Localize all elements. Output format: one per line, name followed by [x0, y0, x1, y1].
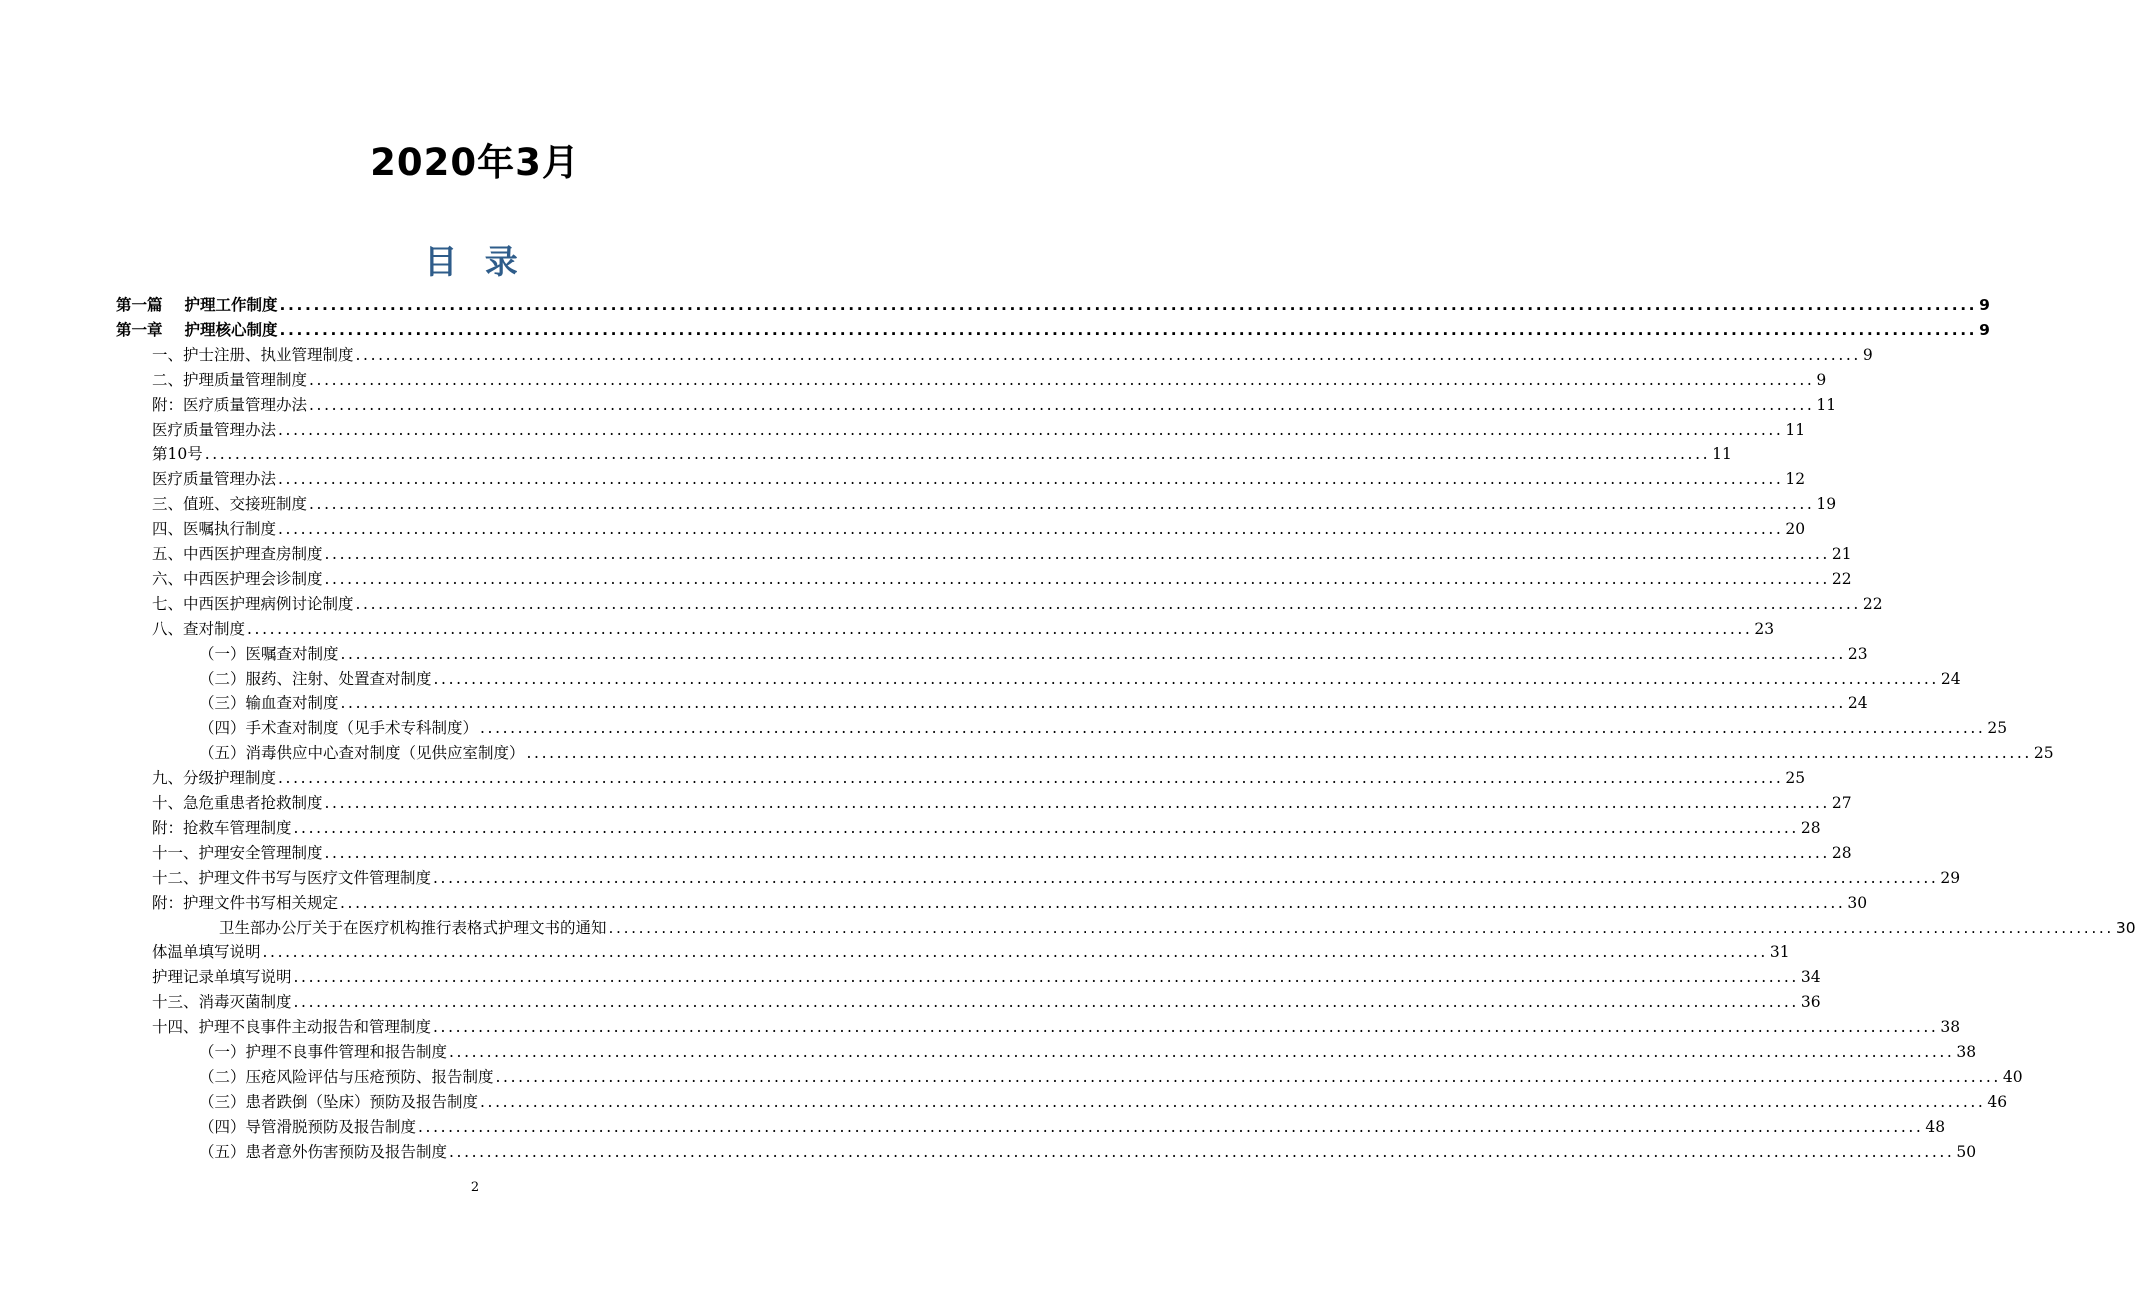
date-title: 2020年3月: [370, 141, 580, 184]
toc-leader-dots: ........................................................................................................................................................................................................: [309, 370, 1815, 389]
toc-entry[interactable]: [199, 741, 2054, 765]
toc-entry-page: 9: [1816, 370, 1827, 389]
toc-leader-dots: ........................................................................................................................................................................................................: [449, 1043, 1955, 1061]
toc-entry-page: 50: [1956, 1142, 1977, 1161]
toc-leader-dots: ........................................................................................................................................................................................................: [279, 320, 1978, 339]
toc-entry-page: 11: [1712, 445, 1732, 464]
toc-leader-dots: ........................................................................................................................................................................................................: [433, 868, 1939, 887]
toc-entry-page: 48: [1925, 1117, 1946, 1136]
toc-entry-title: （五）消毒供应中心查对制度（见供应室制度）: [199, 744, 525, 763]
toc-entry[interactable]: [152, 791, 1852, 815]
toc-leader-dots: ........................................................................................................................................................................................................: [433, 669, 1939, 688]
toc-entry[interactable]: [152, 542, 1852, 566]
toc-entry-page: 20: [1785, 520, 1806, 539]
toc-entry-title: 护理记录单填写说明: [152, 968, 292, 987]
toc-entry[interactable]: [152, 816, 1821, 840]
toc-entry-title: 十三、消毒灭菌制度: [152, 993, 292, 1012]
toc-leader-dots: ........................................................................................................................................................................................................: [608, 918, 2114, 937]
toc-entry-page: 28: [1831, 843, 1852, 862]
toc-entry-title: 四、医嘱执行制度: [152, 520, 277, 539]
toc-leader-dots: ........................................................................................................................................................................................................: [324, 569, 1830, 588]
toc-entry-title: （一）护理不良事件管理和报告制度: [199, 1043, 448, 1061]
toc-entry[interactable]: [199, 716, 2008, 740]
toc-entry[interactable]: [152, 492, 1837, 516]
toc-entry-title: 十二、护理文件书写与医疗文件管理制度: [152, 868, 432, 887]
toc-entry[interactable]: [152, 617, 1775, 641]
toc-entry[interactable]: [219, 916, 2136, 940]
toc-entry-page: 29: [1940, 868, 1961, 887]
toc-entry-title: 九、分级护理制度: [152, 769, 277, 788]
toc-entry-page: 21: [1831, 545, 1852, 563]
toc-leader-dots: ........................................................................................................................................................................................................: [355, 345, 1861, 364]
toc-entry-title: 二、护理质量管理制度: [152, 370, 308, 389]
toc-entry[interactable]: [152, 965, 1821, 989]
toc-entry-title: （二）服药、注射、处置查对制度: [199, 669, 432, 688]
toc-entry[interactable]: [116, 293, 1990, 317]
toc-entry-title: 十四、护理不良事件主动报告和管理制度: [152, 1018, 432, 1037]
toc-entry[interactable]: [152, 891, 1868, 915]
toc-entry-title: 八、查对制度: [152, 619, 246, 638]
toc-entry-page: 22: [1831, 569, 1852, 588]
toc-leader-dots: ........................................................................................................................................................................................................: [340, 893, 1846, 912]
toc-leader-dots: ........................................................................................................................................................................................................: [278, 420, 1784, 439]
toc-leader-dots: ........................................................................................................................................................................................................: [293, 818, 1799, 837]
toc-leader-dots: ........................................................................................................................................................................................................: [278, 520, 1784, 539]
toc-entry-title: （一）医嘱查对制度: [199, 644, 339, 663]
toc-entry-page: 38: [1956, 1043, 1977, 1061]
toc-entry-title: 第10号: [152, 445, 203, 464]
toc-leader-dots: ........................................................................................................................................................................................................: [340, 644, 1846, 663]
toc-entry[interactable]: [199, 1065, 2023, 1089]
toc-entry-page: 12: [1785, 470, 1806, 489]
toc-entry-title: 十、急危重患者抢救制度: [152, 794, 323, 812]
toc-entry[interactable]: [152, 517, 1806, 541]
toc-leader-dots: ........................................................................................................................................................................................................: [324, 843, 1830, 862]
toc-entry-page: 30: [2115, 918, 2136, 937]
toc-entry-page: 25: [1987, 719, 2008, 738]
toc-entry-title: 护理核心制度: [184, 320, 278, 339]
toc-entry-page: 24: [1940, 669, 1961, 688]
toc-leader-dots: ........................................................................................................................................................................................................: [278, 470, 1784, 489]
toc-entry-page: 25: [2033, 744, 2054, 763]
toc-leader-dots: ........................................................................................................................................................................................................: [355, 594, 1861, 613]
toc-entry-title: （三）患者跌倒（坠床）预防及报告制度: [199, 1092, 479, 1111]
toc-entry[interactable]: [152, 990, 1821, 1014]
toc-entry-title: 卫生部办公厅关于在医疗机构推行表格式护理文书的通知: [219, 918, 607, 937]
toc-entry-page: 46: [1987, 1092, 2008, 1111]
toc-entry-title: 七、中西医护理病例讨论制度: [152, 594, 354, 613]
toc-entry-page: 38: [1940, 1018, 1961, 1037]
toc-entry[interactable]: [116, 318, 1990, 342]
toc-entry[interactable]: [199, 1040, 1977, 1064]
toc-entry-title: （三）输血查对制度: [199, 694, 339, 713]
toc-leader-dots: ........................................................................................................................................................................................................: [293, 993, 1799, 1012]
toc-entry-title: 十一、护理安全管理制度: [152, 843, 323, 862]
page-number: 2: [470, 1180, 480, 1195]
toc-entry[interactable]: [199, 691, 1868, 715]
toc-entry-title: 附：抢救车管理制度: [152, 818, 292, 837]
toc-leader-dots: ........................................................................................................................................................................................................: [340, 694, 1846, 713]
toc-entry[interactable]: [152, 418, 1806, 442]
toc-entry-title: （二）压疮风险评估与压疮预防、报告制度: [199, 1067, 494, 1086]
toc-entry-page: 9: [1979, 320, 1990, 339]
toc-entry-title: 一、护士注册、执业管理制度: [152, 345, 354, 364]
toc-entry-title: 医疗质量管理办法: [152, 420, 277, 439]
toc-entry-part: 第一章: [116, 320, 163, 339]
toc-entry-page: 9: [1979, 296, 1990, 314]
toc-entry[interactable]: [199, 1090, 2008, 1114]
toc-entry-title: 五、中西医护理查房制度: [152, 545, 323, 563]
toc-leader-dots: ........................................................................................................................................................................................................: [204, 445, 1711, 464]
toc-entry[interactable]: [152, 442, 1732, 466]
toc-entry[interactable]: [152, 866, 1961, 890]
toc-entry-title: 护理工作制度: [184, 296, 278, 314]
toc-leader-dots: ........................................................................................................................................................................................................: [247, 619, 1753, 638]
toc-leader-dots: ........................................................................................................................................................................................................: [433, 1018, 1939, 1037]
toc-entry-page: 23: [1754, 619, 1775, 638]
toc-entry-part: 第一篇: [116, 296, 163, 314]
toc-leader-dots: ........................................................................................................................................................................................................: [418, 1117, 1924, 1136]
toc-entry[interactable]: [152, 343, 1873, 367]
toc-leader-dots: ........................................................................................................................................................................................................: [480, 719, 1986, 738]
toc-leader-dots: ........................................................................................................................................................................................................: [449, 1142, 1955, 1161]
toc-entry[interactable]: [199, 667, 1961, 691]
toc-entry-page: 31: [1769, 943, 1790, 962]
toc-entry-page: 22: [1862, 594, 1883, 613]
toc-entry-page: 34: [1800, 968, 1821, 987]
toc-entry[interactable]: [152, 1015, 1961, 1039]
toc-entry[interactable]: [152, 940, 1790, 964]
toc-entry[interactable]: [152, 592, 1883, 616]
toc-leader-dots: ........................................................................................................................................................................................................: [309, 495, 1815, 514]
toc-leader-dots: ........................................................................................................................................................................................................: [309, 395, 1815, 414]
toc-entry-page: 36: [1800, 993, 1821, 1012]
toc-entry-page: 11: [1785, 420, 1806, 439]
toc-entry-page: 23: [1847, 644, 1868, 663]
toc-entry[interactable]: [152, 567, 1852, 591]
toc-entry-title: 医疗质量管理办法: [152, 470, 277, 489]
toc-entry-title: （四）导管滑脱预防及报告制度: [199, 1117, 417, 1136]
toc-leader-dots: ........................................................................................................................................................................................................: [495, 1067, 2001, 1086]
toc-entry-title: 附：护理文件书写相关规定: [152, 893, 339, 912]
toc-entry-title: 六、中西医护理会诊制度: [152, 569, 323, 588]
toc-entry-title: 附：医疗质量管理办法: [152, 395, 308, 414]
toc-entry-page: 40: [2002, 1067, 2023, 1086]
toc-entry-page: 24: [1847, 694, 1868, 713]
toc-entry[interactable]: [152, 766, 1806, 790]
toc-entry-title: （四）手术查对制度（见手术专科制度）: [199, 719, 479, 738]
toc-entry[interactable]: [152, 841, 1852, 865]
toc-entry[interactable]: [152, 393, 1837, 417]
toc-leader-dots: ........................................................................................................................................................................................................: [293, 968, 1799, 987]
toc-entry-page: 11: [1816, 395, 1837, 414]
toc-leader-dots: ........................................................................................................................................................................................................: [526, 744, 2032, 763]
toc-entry[interactable]: [199, 1140, 1977, 1164]
toc-entry-page: 27: [1831, 794, 1852, 812]
toc-leader-dots: ........................................................................................................................................................................................................: [480, 1092, 1986, 1111]
toc-entry-title: （五）患者意外伤害预防及报告制度: [199, 1142, 448, 1161]
toc-leader-dots: ........................................................................................................................................................................................................: [324, 794, 1830, 812]
toc-entry[interactable]: [199, 642, 1868, 666]
toc-entry[interactable]: [152, 467, 1806, 491]
toc-entry[interactable]: [152, 368, 1827, 392]
toc-leader-dots: ........................................................................................................................................................................................................: [324, 545, 1830, 563]
toc-leader-dots: ........................................................................................................................................................................................................: [279, 296, 1978, 314]
toc-leader-dots: ........................................................................................................................................................................................................: [262, 943, 1768, 962]
toc-entry-title: 三、值班、交接班制度: [152, 495, 308, 514]
toc-entry[interactable]: [199, 1115, 1946, 1139]
toc-entry-page: 28: [1800, 818, 1821, 837]
toc-entry-page: 25: [1785, 769, 1806, 788]
toc-leader-dots: ........................................................................................................................................................................................................: [278, 769, 1784, 788]
toc-entry-page: 30: [1847, 893, 1868, 912]
toc-entry-page: 19: [1816, 495, 1837, 514]
toc-entry-title: 体温单填写说明: [152, 943, 261, 962]
toc-entry-page: 9: [1862, 345, 1873, 364]
toc-heading: 目 录: [424, 242, 526, 281]
